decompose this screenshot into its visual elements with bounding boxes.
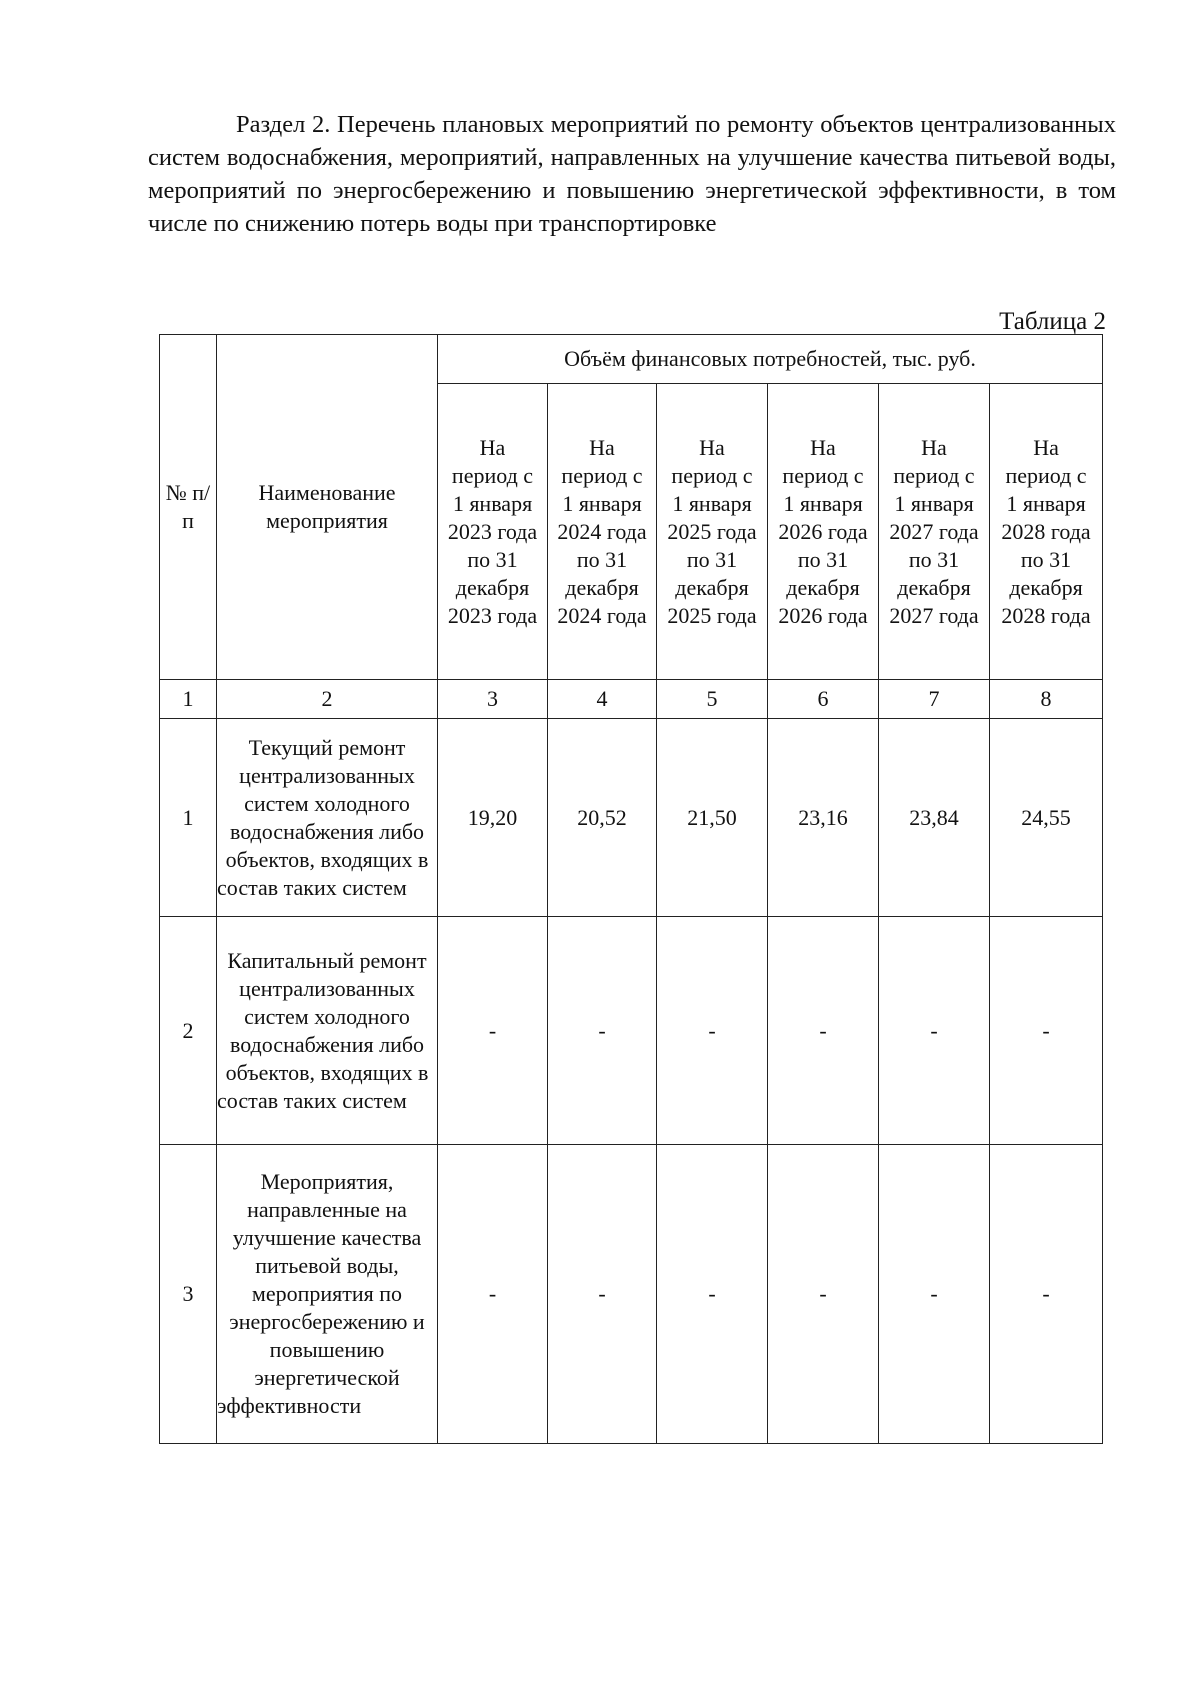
row-value-2028: 24,55 — [990, 719, 1103, 917]
column-number: 1 — [160, 680, 217, 719]
row-value-2026: - — [768, 917, 879, 1145]
column-number: 2 — [217, 680, 438, 719]
period-header-2023: На период с 1 января 2023 года по 31 декабря 2023 года — [438, 384, 548, 680]
col-name-header: Наименование мероприятия — [217, 335, 438, 680]
row-value-2026: 23,16 — [768, 719, 879, 917]
period-header-2024: На период с 1 января 2024 года по 31 декабря 2024 года — [548, 384, 657, 680]
row-value-2027: - — [879, 1145, 990, 1444]
row-activity-name: Текущий ремонт централизованных систем холодного водоснабжения либо объектов, входящих в состав таких систем — [217, 719, 438, 917]
period-header-2028: На период с 1 января 2028 года по 31 декабря 2028 года — [990, 384, 1103, 680]
row-value-2025: - — [657, 1145, 768, 1444]
row-value-2027: 23,84 — [879, 719, 990, 917]
column-number: 7 — [879, 680, 990, 719]
row-activity-name: Капитальный ремонт централизованных систем холодного водоснабжения либо объектов, входящих в состав таких систем — [217, 917, 438, 1145]
row-value-2025: 21,50 — [657, 719, 768, 917]
row-value-2028: - — [990, 1145, 1103, 1444]
section-heading: Раздел 2. Перечень плановых мероприятий по ремонту объектов централизованных систем водоснабжения, мероприятий, направленных на улучшение качества питьевой воды, мероприятий по энергосбережению и повышению энергетической эффективности, в том числе по снижению потерь воды при транспортировке — [148, 111, 1116, 237]
row-value-2027: - — [879, 917, 990, 1145]
row-number: 1 — [160, 719, 217, 917]
row-value-2028: - — [990, 917, 1103, 1145]
column-number-row — [160, 680, 1103, 719]
col-number-header: № п/п — [160, 335, 217, 680]
row-value-2026: - — [768, 1145, 879, 1444]
row-value-2024: 20,52 — [548, 719, 657, 917]
column-number: 3 — [438, 680, 548, 719]
column-number: 6 — [768, 680, 879, 719]
financial-needs-table — [159, 334, 1103, 1444]
row-value-2024: - — [548, 1145, 657, 1444]
row-value-2025: - — [657, 917, 768, 1145]
table-row — [160, 719, 1103, 917]
table-row — [160, 917, 1103, 1145]
table-row — [160, 1145, 1103, 1444]
period-header-2026: На период с 1 января 2026 года по 31 декабря 2026 года — [768, 384, 879, 680]
row-value-2023: 19,20 — [438, 719, 548, 917]
row-number: 2 — [160, 917, 217, 1145]
column-number: 8 — [990, 680, 1103, 719]
column-number: 5 — [657, 680, 768, 719]
row-activity-name: Мероприятия, направленные на улучшение качества питьевой воды, мероприятия по энергосбережению и повышению энергетической эффективности — [217, 1145, 438, 1444]
row-value-2023: - — [438, 1145, 548, 1444]
period-header-2027: На период с 1 января 2027 года по 31 декабря 2027 года — [879, 384, 990, 680]
period-header-2025: На период с 1 января 2025 года по 31 декабря 2025 года — [657, 384, 768, 680]
table-label: Таблица 2 — [999, 308, 1106, 335]
financial-needs-group-header: Объём финансовых потребностей, тыс. руб. — [438, 335, 1103, 384]
row-value-2023: - — [438, 917, 548, 1145]
row-value-2024: - — [548, 917, 657, 1145]
column-number: 4 — [548, 680, 657, 719]
row-number: 3 — [160, 1145, 217, 1444]
